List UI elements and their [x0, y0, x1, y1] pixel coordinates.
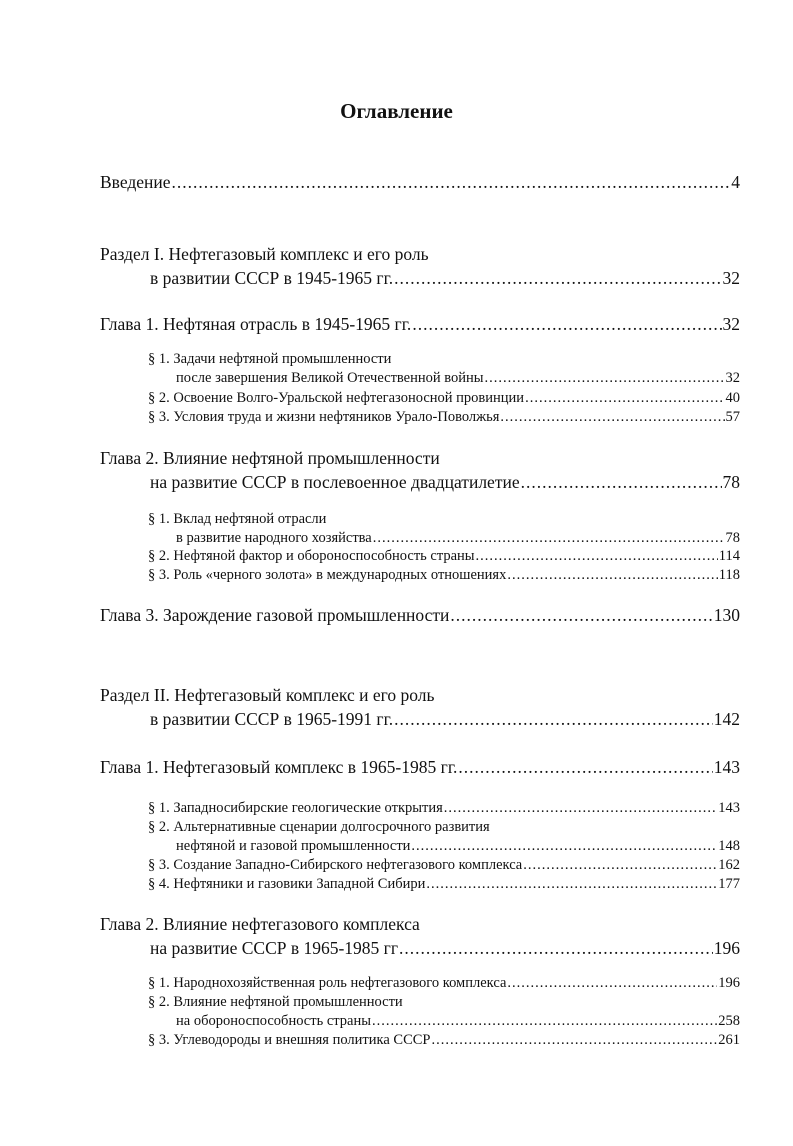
toc-entry-part2-chapter-1[interactable]: [100, 755, 740, 779]
dot-leader: [431, 1031, 717, 1050]
dot-leader: [458, 755, 712, 779]
dot-leader: [507, 566, 717, 585]
dot-leader: [450, 603, 712, 627]
toc-entry-label: § 2. Влияние нефтяной промышленности: [148, 994, 403, 1010]
toc-entry-part2-ch1-sec3[interactable]: [148, 856, 740, 875]
dot-leader: [525, 389, 724, 408]
toc-entry-label: § 4. Нефтяники и газовики Западной Сибири: [148, 876, 426, 892]
toc-entry-part1-chapter-2[interactable]: [100, 446, 740, 494]
page-number: 32: [725, 370, 740, 386]
page-number: 261: [718, 1032, 740, 1048]
page-number: 143: [713, 757, 740, 777]
toc-entry-label: § 3. Роль «черного золота» в международных отношениях: [148, 567, 507, 583]
toc-entry-part2-ch1-sec1[interactable]: [148, 799, 740, 818]
dot-leader: [399, 936, 713, 960]
dot-leader: [372, 1012, 717, 1031]
dot-leader: [500, 408, 724, 427]
toc-entry-label: § 3. Условия труда и жизни нефтяников Урало-Поволжья: [148, 409, 500, 425]
toc-entry-part1-ch2-sec2[interactable]: [148, 547, 740, 566]
toc-entry-part1-chapter-3[interactable]: [100, 603, 740, 627]
dot-leader: [172, 170, 731, 194]
page-number: 114: [718, 548, 740, 564]
page-number: 118: [718, 567, 740, 583]
toc-entry-label: § 1. Вклад нефтяной отрасли: [148, 511, 327, 527]
toc-entry-label-cont: на развитие СССР в послевоенное двадцатилетие: [150, 472, 520, 492]
page-number: 196: [718, 975, 740, 991]
page-number: 57: [725, 409, 740, 425]
toc-entry-label: § 3. Создание Западно-Сибирского нефтегазового комплекса: [148, 857, 523, 873]
page-number: 32: [722, 268, 740, 288]
page-number: 143: [718, 800, 740, 816]
toc-entry-part1-ch2-sec3[interactable]: [148, 566, 740, 585]
dot-leader: [444, 799, 718, 818]
dot-leader: [394, 707, 713, 731]
toc-entry-part-1[interactable]: [100, 242, 740, 290]
toc-entry-label: Глава 2. Влияние нефтегазового комплекса: [100, 914, 420, 934]
toc-entry-label: § 1. Задачи нефтяной промышленности: [148, 351, 392, 367]
page-number: 78: [725, 530, 740, 546]
toc-entry-label: Глава 2. Влияние нефтяной промышленности: [100, 448, 440, 468]
toc-entry-label: § 2. Освоение Волго-Уральской нефтегазоносной провинции: [148, 390, 525, 406]
page-number: 40: [725, 390, 740, 406]
page-number: 177: [718, 876, 740, 892]
page-number: 78: [722, 472, 740, 492]
toc-entry-label-cont: на обороноспособность страны: [176, 1013, 371, 1029]
toc-entry-part1-ch1-sec3[interactable]: [148, 408, 740, 427]
toc-entry-part2-ch2-sec1[interactable]: [148, 974, 740, 993]
toc-entry-label-cont: в развитии СССР в 1965-1991 гг.: [150, 709, 394, 729]
toc-entry-label-cont: в развитие народного хозяйства: [176, 530, 372, 546]
toc-entry-label: § 2. Нефтяной фактор и обороноспособность страны: [148, 548, 475, 564]
toc-entry-label: Глава 3. Зарождение газовой промышленности: [100, 605, 450, 625]
toc-entry-label: Введение: [100, 172, 171, 192]
toc-entry-label: Раздел I. Нефтегазовый комплекс и его роль: [100, 244, 429, 264]
toc-entry-label: § 3. Углеводороды и внешняя политика СССР: [148, 1032, 431, 1048]
dot-leader: [411, 837, 717, 856]
page-number: 32: [722, 314, 740, 334]
toc-entry-part2-ch2-sec2[interactable]: [148, 993, 740, 1031]
page-number: 258: [718, 1013, 740, 1029]
dot-leader: [521, 470, 722, 494]
page-number: 4: [731, 172, 740, 192]
toc-entry-label: § 2. Альтернативные сценарии долгосрочного развития: [148, 819, 490, 835]
page-number: 148: [718, 838, 740, 854]
toc-entry-label-cont: нефтяной и газовой промышленности: [176, 838, 411, 854]
dot-leader: [426, 875, 717, 894]
page-title: Оглавление: [340, 99, 453, 123]
toc-entry-part-2[interactable]: [100, 683, 740, 731]
page-number: 162: [718, 857, 740, 873]
dot-leader: [485, 369, 725, 388]
toc-entry-part2-ch1-sec2[interactable]: [148, 818, 740, 856]
page-number: 142: [713, 709, 740, 729]
toc-entry-label: § 1. Западносибирские геологические открытия: [148, 800, 443, 816]
toc-entry-label: Глава 1. Нефтяная отрасль в 1945-1965 гг.: [100, 314, 412, 334]
dot-leader: [412, 312, 721, 336]
toc-entry-part2-ch1-sec4[interactable]: [148, 875, 740, 894]
toc-entry-label-cont: на развитие СССР в 1965-1985 гг: [150, 938, 399, 958]
toc-entry-part1-ch1-sec2[interactable]: [148, 389, 740, 408]
dot-leader: [507, 974, 717, 993]
toc-entry-label: § 1. Народнохозяйственная роль нефтегазового комплекса: [148, 975, 507, 991]
dot-leader: [373, 529, 725, 548]
dot-leader: [394, 266, 721, 290]
dot-leader: [523, 856, 717, 875]
page-number: 196: [713, 938, 740, 958]
toc-entry-label-cont: в развитии СССР в 1945-1965 гг.: [150, 268, 394, 288]
page-number: 130: [713, 605, 740, 625]
toc-entry-part2-chapter-2[interactable]: [100, 912, 740, 960]
toc-entry-label: Раздел II. Нефтегазовый комплекс и его роль: [100, 685, 435, 705]
toc-entry-label-cont: после завершения Великой Отечественной войны: [176, 370, 484, 386]
toc-entry-introduction[interactable]: [100, 170, 740, 194]
toc-entry-part2-ch2-sec3[interactable]: [148, 1031, 740, 1050]
dot-leader: [476, 547, 718, 566]
toc-entry-part1-ch1-sec1[interactable]: [148, 350, 740, 388]
toc-entry-part1-ch2-sec1[interactable]: [148, 510, 740, 548]
toc-entry-part1-chapter-1[interactable]: [100, 312, 740, 336]
toc-entry-label: Глава 1. Нефтегазовый комплекс в 1965-1985 гг.: [100, 757, 458, 777]
